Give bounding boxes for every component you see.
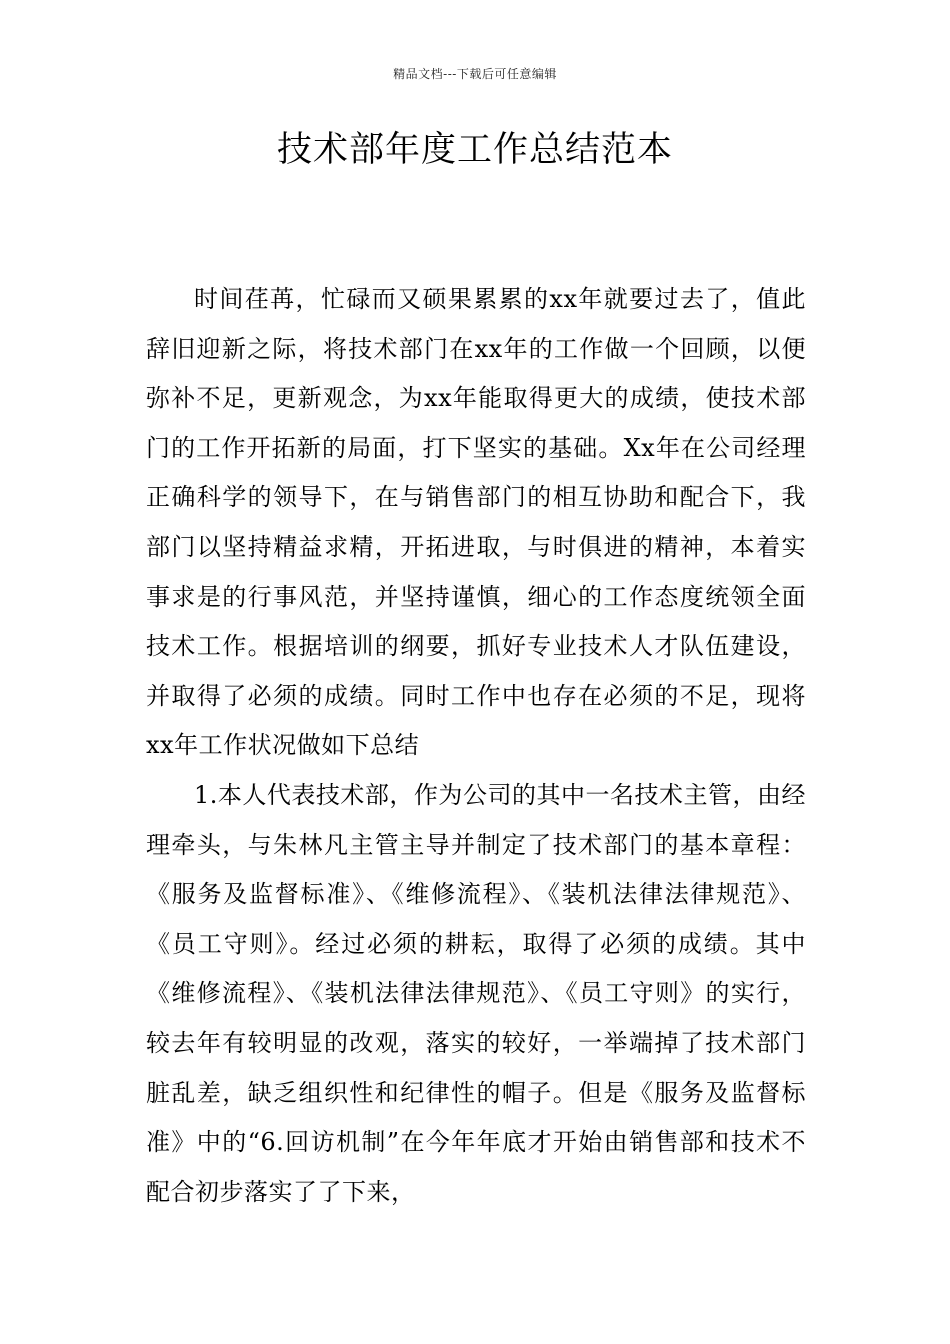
paragraph-item-1: 1.本人代表技术部，作为公司的其中一名技术主管，由经理牵头，与朱林凡主管主导并制定了技术部门的基本章程：《服务及监督标准》、《维修流程》、《装机法律法律规范》、《员工守则》。经过必须的耕耘，取得了必须的成绩。其中《维修流程》、《装机法律法律规范》、《员工守则》的实行，较去年有较明显的改观，落实的较好，一举端掉了技术部门脏乱差，缺乏组织性和纪律性的帽子。但是《服务及监督标准》中的“6.回访机制”在今年年底才开始由销售部和技术不配合初步落实了了下来， [146, 780, 806, 1206]
document-body [146, 275, 806, 1217]
header-note: 精品文档---下载后可任意编辑 [393, 67, 557, 81]
page-title: 技术部年度工作总结范本 [276, 130, 673, 170]
paragraph-intro: 时间荏苒，忙碌而又硕果累累的xx年就要过去了，值此辞旧迎新之际，将技术部门在xx年的工作做一个回顾，以便弥补不足，更新观念，为xx年能取得更大的成绩，使技术部门的工作开拓新的局面，打下坚实的基础。Xx年在公司经理正确科学的领导下，在与销售部门的相互协助和配合下，我部门以坚持精益求精，开拓进取，与时俱进的精神，本着实事求是的行事风范，并坚持谨慎，细心的工作态度统领全面技术工作。根据培训的纲要，抓好专业技术人才队伍建设，并取得了必须的成绩。同时工作中也存在必须的不足，现将xx年工作状况做如下总结 [146, 285, 806, 760]
